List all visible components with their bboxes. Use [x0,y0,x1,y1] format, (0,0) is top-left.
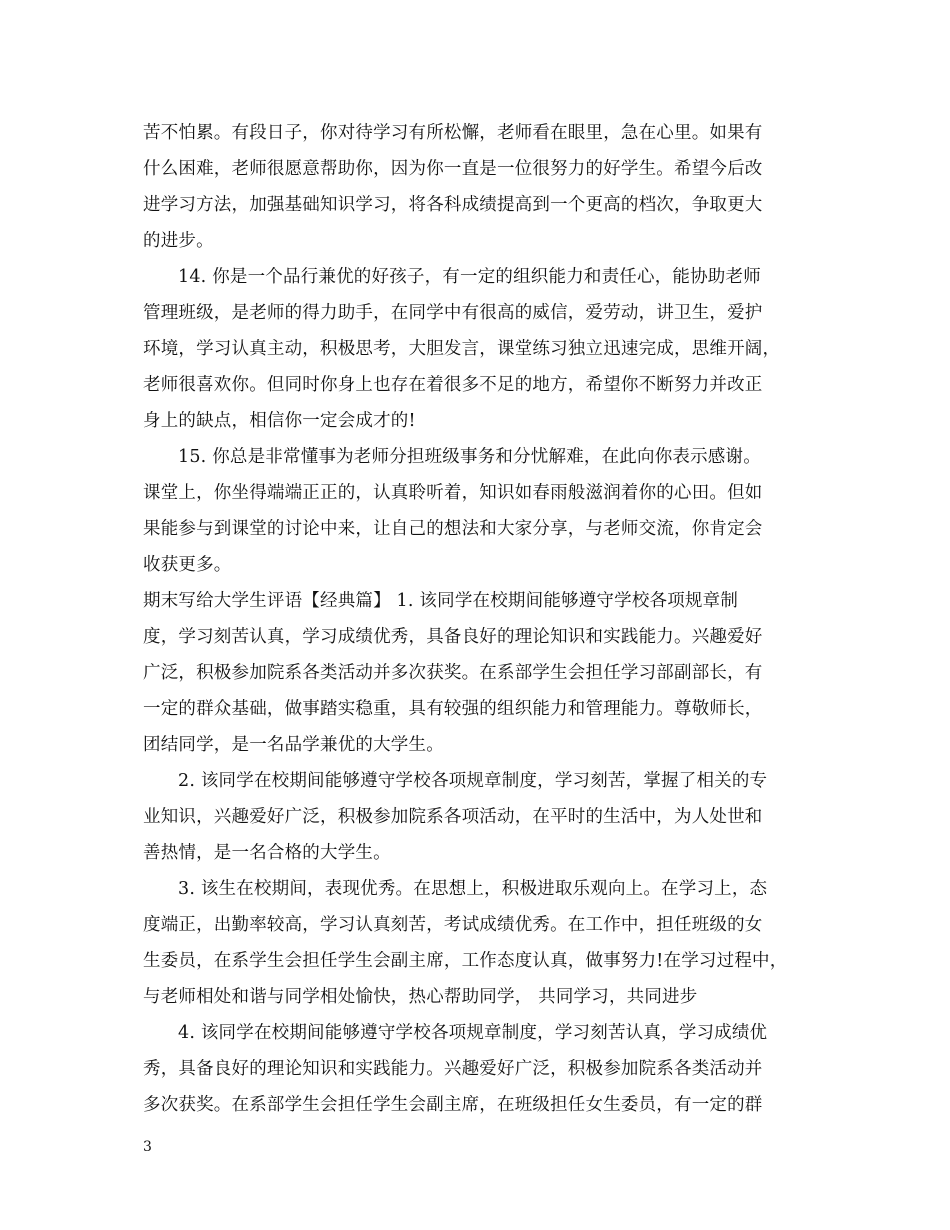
text-line: 一定的群众基础，做事踏实稳重，具有较强的组织能力和管理能力。尊敬师长， [143,699,763,719]
text-line: 环境，学习认真主动，积极思考，大胆发言，课堂练习独立迅速完成，思维开阔， [143,339,781,359]
text-line: 老师很喜欢你。但同时你身上也存在着很多不足的地方，希望你不断努力并改正 [143,375,763,395]
text-line: 多次获奖。在系部学生会担任学生会副主席，在班级担任女生委员，有一定的群 [143,1095,763,1115]
text-line: 生委员，在系学生会担任学生会副主席，工作态度认真，做事努力!在学习过程中， [143,951,788,971]
text-line: 4. 该同学在校期间能够遵守学校各项规章制度，学习刻苦认真，学习成绩优 [178,1023,768,1043]
text-line: 与老师相处和谐与同学相处愉快，热心帮助同学， 共同学习，共同进步 [143,987,698,1007]
text-line: 进学习方法，加强基础知识学习，将各科成绩提高到一个更高的档次，争取更大 [143,195,763,215]
text-line: 业知识，兴趣爱好广泛，积极参加院系各项活动，在平时的生活中，为人处世和 [143,807,763,827]
text-line: 课堂上，你坐得端端正正的，认真聆听着，知识如春雨般滋润着你的心田。但如 [143,483,763,503]
text-line: 身上的缺点，相信你一定会成才的! [143,411,416,431]
text-line: 团结同学，是一名品学兼优的大学生。 [143,735,444,755]
text-line: 3. 该生在校期间，表现优秀。在思想上，积极进取乐观向上。在学习上，态 [178,879,768,899]
text-line: 秀，具备良好的理论知识和实践能力。兴趣爱好广泛，积极参加院系各类活动并 [143,1059,763,1079]
text-line: 度，学习刻苦认真，学习成绩优秀，具备良好的理论知识和实践能力。兴趣爱好 [143,627,763,647]
text-line: 广泛，积极参加院系各类活动并多次获奖。在系部学生会担任学习部副部长，有 [143,663,763,683]
text-line: 苦不怕累。有段日子，你对待学习有所松懈，老师看在眼里，急在心里。如果有 [143,123,763,143]
text-line: 收获更多。 [143,555,232,575]
text-line: 善热情，是一名合格的大学生。 [143,843,391,863]
text-line: 14. 你是一个品行兼优的好孩子，有一定的组织能力和责任心，能协助老师 [178,267,761,287]
text-line: 什么困难，老师很愿意帮助你，因为你一直是一位很努力的好学生。希望今后改 [143,159,763,179]
page-number: 3 [143,1139,152,1155]
text-line: 果能参与到课堂的讨论中来，让自己的想法和大家分享，与老师交流，你肯定会 [143,519,763,539]
text-line: 2. 该同学在校期间能够遵守学校各项规章制度，学习刻苦，掌握了相关的专 [178,771,768,791]
text-line: 管理班级，是老师的得力助手，在同学中有很高的威信，爱劳动，讲卫生，爱护 [143,303,763,323]
text-line: 的进步。 [143,231,214,251]
document-body [143,115,815,1123]
section-heading-line: 期末写给大学生评语【经典篇】 1. 该同学在校期间能够遵守学校各项规章制 [143,591,739,611]
text-line: 15. 你总是非常懂事为老师分担班级事务和分忧解难，在此向你表示感谢。 [178,447,761,467]
text-line: 度端正，出勤率较高，学习认真刻苦，考试成绩优秀。在工作中，担任班级的女 [143,915,763,935]
